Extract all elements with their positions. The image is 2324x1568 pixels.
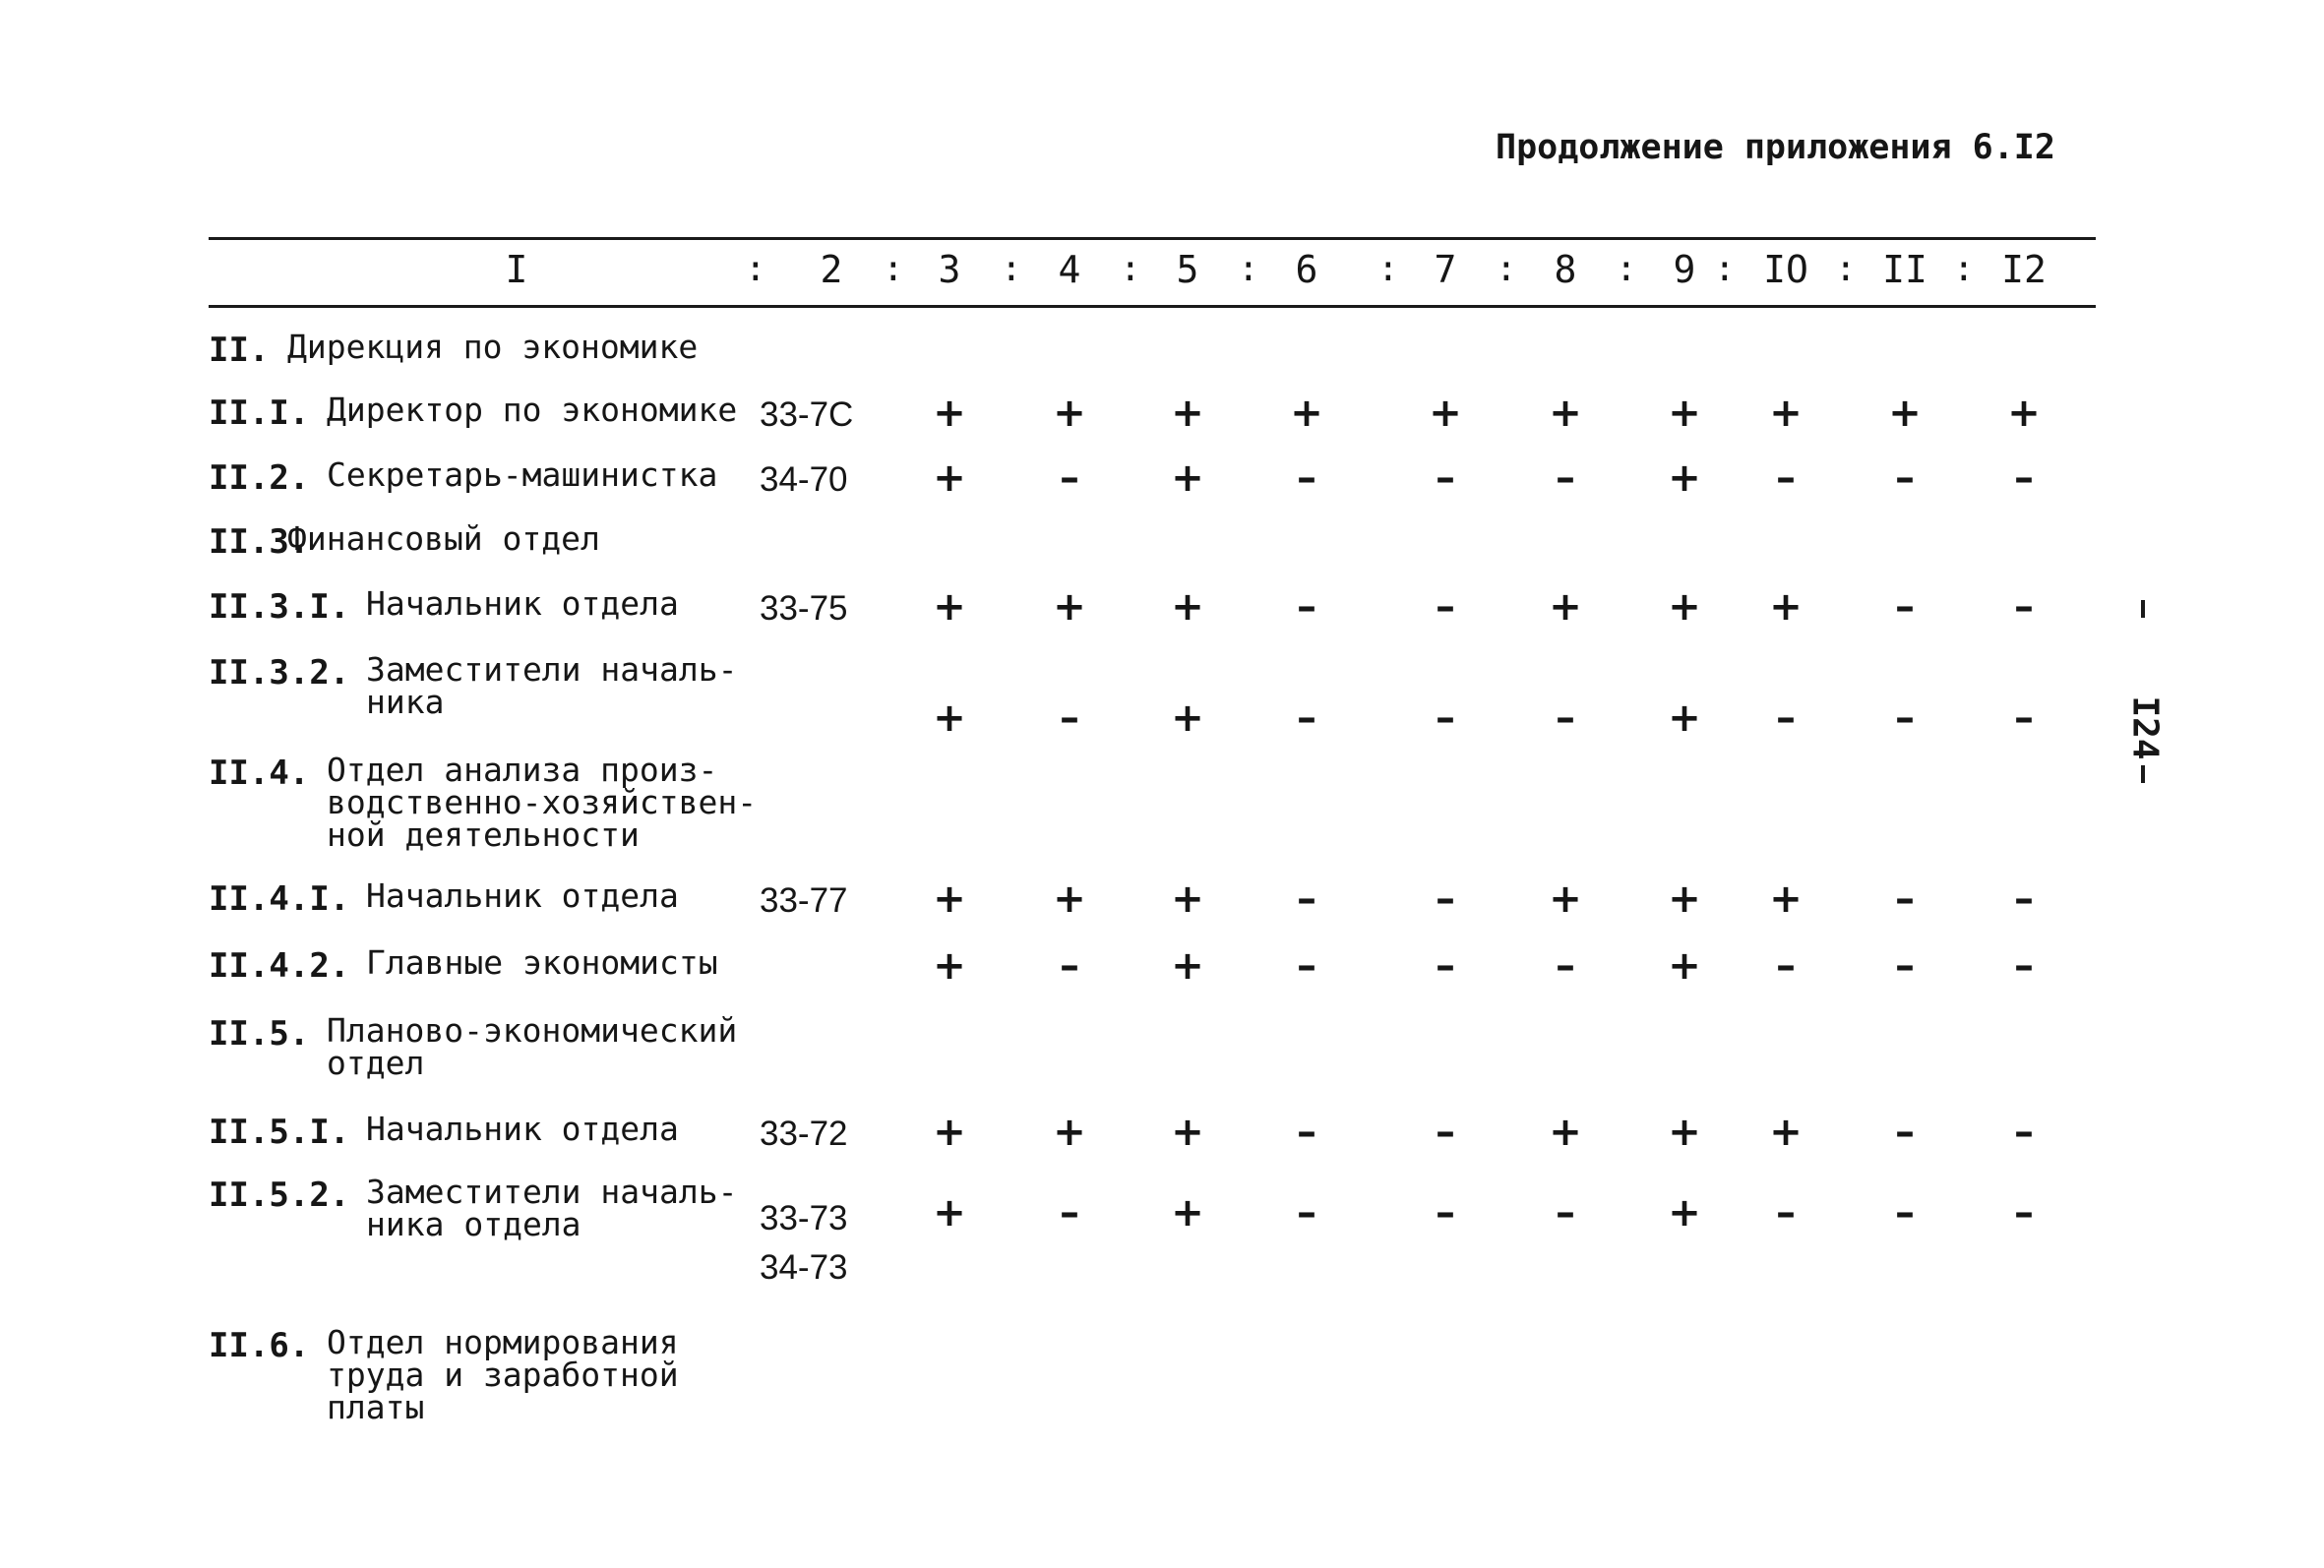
row-code: II. [209,331,270,370]
row-title: Секретарь-машинистка [327,455,718,494]
plus-mark: + [933,1110,966,1155]
column-separator: : [1496,249,1517,289]
column-separator: : [1953,249,1975,289]
minus-mark: – [1895,1110,1915,1155]
plus-mark: + [1668,455,1701,501]
plus-mark: + [1668,876,1701,922]
row-title: Дирекция по экономике [287,328,699,366]
position-number: 33-77 [760,881,848,920]
column-header-8: 8 [1554,248,1577,291]
minus-mark: – [1297,943,1316,989]
minus-mark: – [1060,695,1079,741]
position-number: 33-73 [760,1199,848,1237]
row-code: II.3.I. [209,587,350,627]
row-title: Заместители началь- ника отдела [366,1173,738,1243]
page-number-dash-top [2141,600,2145,618]
plus-mark: + [1053,584,1086,630]
plus-mark: + [1549,876,1582,922]
column-separator: : [1001,249,1022,289]
plus-mark: + [1549,1110,1582,1155]
plus-mark: + [1171,1190,1204,1236]
row-code: II.5.I. [209,1113,350,1152]
plus-mark: + [1171,943,1204,989]
plus-mark: + [1549,584,1582,630]
minus-mark: – [1895,943,1915,989]
row-title: Начальник отдела [366,584,679,623]
plus-mark: + [1769,584,1803,630]
column-separator: : [745,249,766,289]
plus-mark: + [1171,391,1204,436]
row-title: Отдел анализа произ- водственно-хозяйствен- ной деятельности [327,751,758,854]
plus-mark: + [1769,391,1803,436]
plus-mark: + [933,455,966,501]
minus-mark: – [1297,584,1316,630]
column-separator: : [1835,249,1857,289]
row-code: II.5. [209,1014,310,1054]
plus-mark: + [1769,1110,1803,1155]
minus-mark: – [1436,584,1455,630]
row-code: II.5.2. [209,1176,350,1215]
minus-mark: – [1297,695,1316,741]
plus-mark: + [1549,391,1582,436]
column-header-11: II [1882,248,1927,291]
minus-mark: – [1895,455,1915,501]
page-number-dash-bottom [2141,765,2145,783]
column-header-4: 4 [1058,248,1081,291]
minus-mark: – [1436,943,1455,989]
minus-mark: – [1436,1110,1455,1155]
row-code: II.6. [209,1326,310,1365]
row-code: II.4. [209,754,310,793]
plus-mark: + [1171,1110,1204,1155]
plus-mark: + [1668,695,1701,741]
plus-mark: + [1053,876,1086,922]
plus-mark: + [1171,584,1204,630]
minus-mark: – [1436,695,1455,741]
position-number-secondary: 34-73 [760,1248,848,1287]
minus-mark: – [1297,876,1316,922]
table-header-rule [209,305,2096,308]
column-header-12: I2 [2001,248,2047,291]
plus-mark: + [933,876,966,922]
minus-mark: – [1436,876,1455,922]
minus-mark: – [1297,455,1316,501]
column-header-2: 2 [820,248,843,291]
minus-mark: – [1895,695,1915,741]
minus-mark: – [1556,695,1575,741]
minus-mark: – [1776,455,1796,501]
row-title: Начальник отдела [366,1110,679,1148]
minus-mark: – [1297,1110,1316,1155]
minus-mark: – [1060,1190,1079,1236]
row-title: Главные экономисты [366,943,718,982]
column-header-9: 9 [1673,248,1696,291]
position-number: 33-72 [760,1115,848,1153]
position-number: 33-7C [760,395,854,434]
row-title: Планово-экономический отдел [327,1011,738,1082]
page-number [2120,679,2170,777]
plus-mark: + [1668,943,1701,989]
column-header-3: 3 [938,248,961,291]
plus-mark: + [1769,876,1803,922]
appendix-caption: Продолжение приложения 6.I2 [1496,128,2055,167]
plus-mark: + [1668,1110,1701,1155]
row-code: II.I. [209,393,310,433]
plus-mark: + [2007,391,2041,436]
row-title: Директор по экономике [327,391,738,429]
row-code: II.3.2. [209,653,350,693]
minus-mark: – [2014,584,2034,630]
plus-mark: + [933,695,966,741]
column-header-10: IO [1763,248,1808,291]
minus-mark: – [1436,455,1455,501]
plus-mark: + [933,391,966,436]
minus-mark: – [1556,1190,1575,1236]
column-header-7: 7 [1434,248,1457,291]
minus-mark: – [1895,876,1915,922]
position-number: 33-75 [760,589,848,628]
plus-mark: + [1053,1110,1086,1155]
plus-mark: + [1429,391,1462,436]
minus-mark: – [1556,943,1575,989]
plus-mark: + [1668,1190,1701,1236]
plus-mark: + [1171,876,1204,922]
position-number: 34-70 [760,460,848,499]
minus-mark: – [1436,1190,1455,1236]
column-header-1: I [505,248,528,291]
minus-mark: – [2014,1110,2034,1155]
column-separator: : [883,249,904,289]
plus-mark: + [1668,391,1701,436]
minus-mark: – [1895,1190,1915,1236]
row-code: II.4.2. [209,946,350,986]
row-code: II.3. [209,522,310,562]
plus-mark: + [933,1190,966,1236]
plus-mark: + [1668,584,1701,630]
column-separator: : [1120,249,1141,289]
plus-mark: + [1888,391,1922,436]
page-number-text: I24 [2124,695,2166,760]
minus-mark: – [2014,695,2034,741]
column-separator: : [1238,249,1259,289]
column-separator: : [1714,249,1736,289]
minus-mark: – [1776,943,1796,989]
minus-mark: – [1895,584,1915,630]
plus-mark: + [1171,455,1204,501]
column-header-6: 6 [1295,248,1318,291]
minus-mark: – [1776,1190,1796,1236]
row-title: Начальник отдела [366,876,679,915]
minus-mark: – [1776,695,1796,741]
plus-mark: + [1171,695,1204,741]
minus-mark: – [2014,876,2034,922]
column-separator: : [1616,249,1637,289]
column-separator: : [1377,249,1399,289]
plus-mark: + [1053,391,1086,436]
table-top-rule [209,237,2096,240]
row-title: Финансовый отдел [287,519,600,558]
minus-mark: – [2014,1190,2034,1236]
row-code: II.4.I. [209,879,350,919]
row-title: Заместители началь- ника [366,650,738,721]
plus-mark: + [1290,391,1323,436]
minus-mark: – [1297,1190,1316,1236]
minus-mark: – [1556,455,1575,501]
minus-mark: – [1060,455,1079,501]
row-title: Отдел нормирования труда и заработной платы [327,1323,679,1426]
minus-mark: – [1060,943,1079,989]
minus-mark: – [2014,455,2034,501]
row-code: II.2. [209,458,310,498]
plus-mark: + [933,584,966,630]
column-header-5: 5 [1176,248,1199,291]
plus-mark: + [933,943,966,989]
minus-mark: – [2014,943,2034,989]
